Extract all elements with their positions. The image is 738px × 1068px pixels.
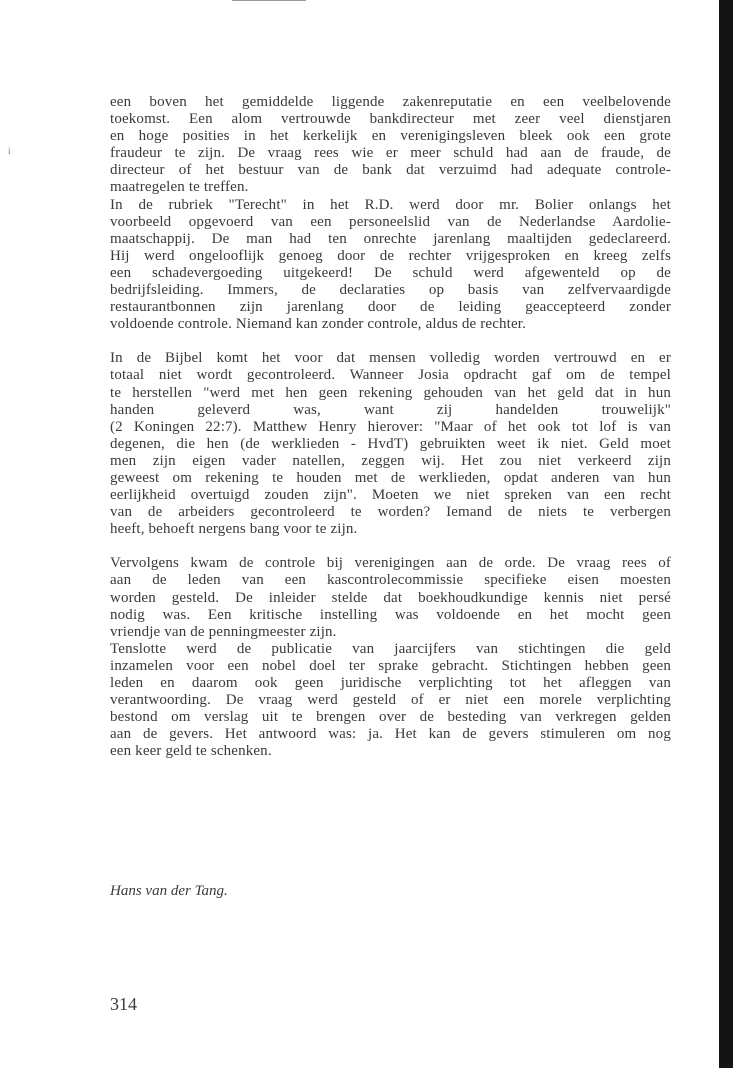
text-line: vriendje van de penningmeester zijn. [110, 623, 337, 640]
text-line: voorbeeld opgevoerd van een personeelslid van de Nederlandse Aardolie- [110, 213, 671, 230]
top-rule [232, 0, 306, 1]
text-line: restaurantbonnen zijn jarenlang door de leiding geaccepteerd zonder [110, 299, 671, 316]
page-number: 314 [110, 994, 137, 1014]
text-line: voldoende controle. Niemand kan zonder controle, aldus de rechter. [110, 316, 526, 333]
author-signature: Hans van der Tang. [110, 883, 228, 899]
text-line: men zijn eigen vader natellen, zeggen wij. Het zou niet verkeerd zijn [110, 452, 671, 469]
text-line: Tenslotte werd de publicatie van jaarcijfers van stichtingen die geld [110, 640, 671, 657]
text-line: directeur of het bestuur van de bank dat verzuimd had adequate controle- [110, 162, 671, 179]
text-line: aan de leden van een kascontrolecommissie specifieke eisen moesten [110, 572, 671, 589]
text-line: geweest om rekening te houden met de werklieden, opdat anderen van hun [110, 469, 671, 486]
text-line: een boven het gemiddelde liggende zakenreputatie en een veelbelovende [110, 94, 671, 110]
paragraph [110, 641, 671, 761]
text-line: degenen, die hen (de werklieden - HvdT) gebruikten weet ik niet. Geld moet [110, 435, 671, 452]
text-line: handen geleverd was, want zij handelden trouwelijk" [110, 401, 671, 418]
text-line: maatregelen te treffen. [110, 179, 249, 196]
text-line: aan de gevers. Het antwoord was: ja. Het kan de gevers stimuleren om nog [110, 726, 671, 743]
text-line: een keer geld te schenken. [110, 743, 272, 760]
text-line: eerlijkheid overtuigd zouden zijn". Moeten we niet spreken van een recht [110, 487, 671, 504]
text-line: verantwoording. De vraag werd gesteld of er niet een morele verplichting [110, 692, 671, 709]
text-line: nodig was. Een kritische instelling was voldoende en het mocht geen [110, 606, 671, 623]
paragraph [110, 197, 671, 334]
text-line: te herstellen "werd met hen geen rekening gehouden van het geld dat in hun [110, 384, 671, 401]
text-line: (2 Koningen 22:7). Matthew Henry hierover: "Maar of het ook tot lof is van [110, 418, 671, 435]
text-line: bestond om verslag uit te brengen over de besteding van verkregen gelden [110, 709, 671, 726]
paragraph [110, 555, 671, 640]
scan-edge-bar [719, 0, 733, 1068]
text-line: worden gesteld. De inleider stelde dat boekhoudkundige kennis niet persé [110, 589, 671, 606]
text-line: fraudeur te zijn. De vraag rees wie er meer schuld had aan de fraude, de [110, 145, 671, 162]
text-line: leden en daarom ook geen juridische verplichting tot het afleggen van [110, 675, 671, 691]
text-line: In de rubriek "Terecht" in het R.D. werd door mr. Bolier onlangs het [110, 196, 671, 213]
text-line: en hoge posities in het kerkelijk en verenigingsleven bleek ook een grote [110, 128, 671, 145]
paragraph [110, 94, 671, 197]
text-line: van de arbeiders gecontroleerd te worden? Iemand de niets te verbergen [110, 504, 671, 521]
text-line: maatschappij. De man had ten onrechte jarenlang maaltijden gedeclareerd. [110, 230, 671, 247]
text-line: In de Bijbel komt het voor dat mensen volledig worden vertrouwd en er [110, 350, 671, 367]
article-body [110, 94, 671, 760]
text-line: Vervolgens kwam de controle bij verenigingen aan de orde. De vraag rees of [110, 555, 671, 572]
text-line: een schadevergoeding uitgekeerd! De schuld werd afgewenteld op de [110, 264, 671, 281]
text-line: Hij werd ongelooflijk genoeg door de rechter vrijgesproken en kreeg zelfs [110, 247, 671, 264]
text-line: inzamelen voor een nobel doel ter sprake gebracht. Stichtingen hebben geen [110, 657, 671, 674]
margin-mark: i [8, 146, 11, 156]
text-line: totaal niet wordt gecontroleerd. Wanneer Josia opdracht gaf om de tempel [110, 367, 671, 384]
text-line: bedrijfsleiding. Immers, de declaraties op basis van zelfvervaardigde [110, 282, 671, 299]
text-line: heeft, behoeft nergens bang voor te zijn. [110, 521, 358, 538]
text-line: toekomst. Een alom vertrouwde bankdirecteur met zeer veel dienstjaren [110, 111, 671, 128]
paragraph [110, 350, 671, 538]
